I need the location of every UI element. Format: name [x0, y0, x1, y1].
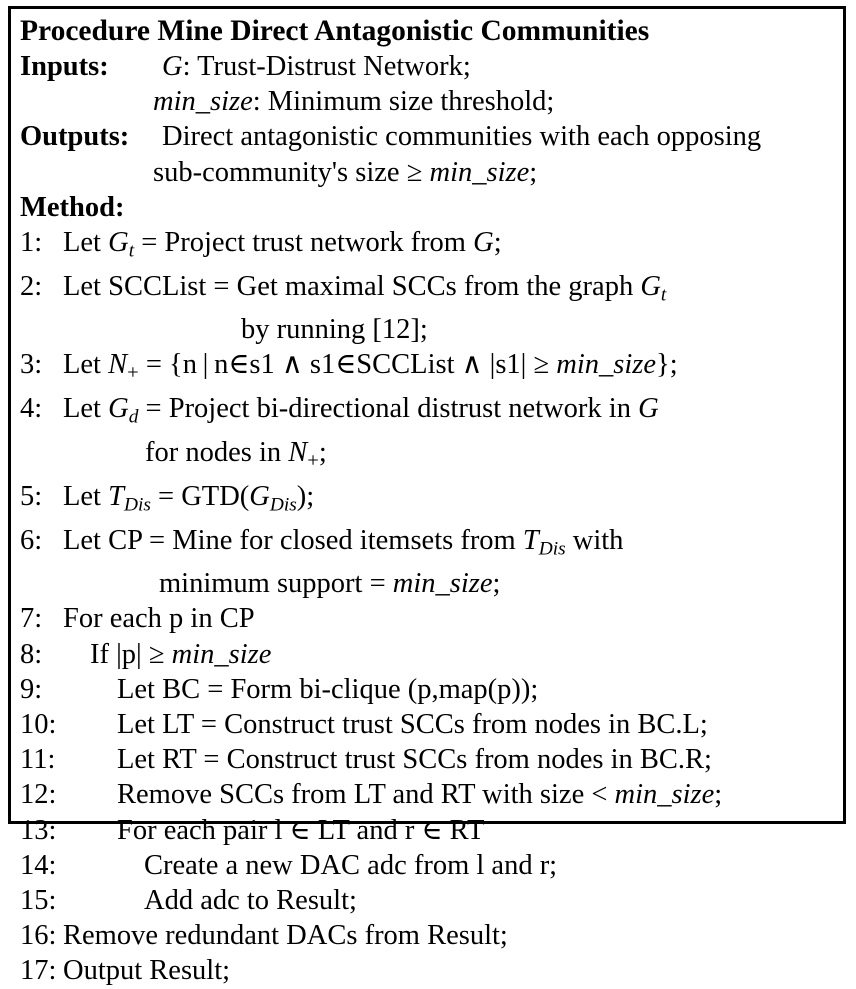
step-row-7: [11, 601, 843, 636]
step-number-15: 15:: [20, 885, 57, 917]
input-text-minsize: : Minimum size threshold;: [252, 86, 555, 118]
step-number-5: 5:: [20, 480, 43, 512]
outputs-var-minsize: min_size: [429, 156, 530, 188]
step-number-4: 4:: [20, 393, 43, 425]
geq-operator-icon: ≥: [406, 156, 423, 188]
step-row-15: [11, 883, 843, 918]
step-number-11: 11:: [20, 744, 56, 776]
step-continuation-text-2: by running [12];: [241, 314, 428, 346]
step-row-13: [11, 813, 843, 848]
step-number-8: 8:: [20, 638, 43, 670]
step-text-4: Let $G_d$ = Project bi-directional distrust network in G: [63, 393, 659, 428]
outputs-text-post: ;: [529, 156, 538, 188]
step-text-17: Output Result;: [63, 955, 231, 987]
step-continuation-6: [11, 566, 843, 601]
step-row-3: [11, 347, 843, 391]
outputs-label: Outputs:: [20, 121, 130, 153]
step-number-9: 9:: [20, 673, 43, 705]
step-continuation-text-6: minimum support = min_size;: [159, 568, 501, 600]
step-text-9: Let BC = Form bi-clique (p,map(p));: [117, 673, 539, 705]
method-label-row: [11, 190, 843, 225]
step-row-17: [11, 953, 843, 988]
outputs-row: [11, 119, 843, 154]
step-row-5: [11, 479, 843, 523]
step-text-12: Remove SCCs from LT and RT with size < min_size;: [117, 779, 723, 811]
outputs-value-line1: Direct antagonistic communities with each opposing: [162, 121, 762, 153]
step-text-6: Let CP = Mine for closed itemsets from $T_{Dis}$ with: [63, 524, 624, 560]
step-number-16: 16:: [20, 920, 57, 952]
step-row-12: [11, 777, 843, 812]
step-number-13: 13:: [20, 814, 57, 846]
step-text-2: Let SCCList = Get maximal SCCs from the graph $G_t$: [63, 270, 667, 306]
inputs-value-2: [153, 84, 554, 119]
step-continuation-text-4: for nodes in $N_+$;: [145, 437, 327, 472]
step-number-6: 6:: [20, 524, 43, 556]
inputs-row-2: [11, 84, 843, 119]
step-continuation-2: [11, 312, 843, 347]
step-number-2: 2:: [20, 270, 43, 302]
input-text-g: : Trust-Distrust Network;: [182, 51, 471, 82]
step-text-7: For each p in CP: [63, 603, 255, 635]
step-number-12: 12:: [20, 779, 57, 811]
step-number-14: 14:: [20, 849, 57, 881]
step-text-13: For each pair l ∈ LT and r ∈ RT: [117, 814, 485, 846]
outputs-value-line2: [153, 155, 537, 190]
step-row-10: [11, 707, 843, 742]
step-text-5: Let $T_{Dis} = GTD(G_{Dis})$;: [63, 480, 315, 516]
step-text-15: Add adc to Result;: [144, 885, 357, 917]
step-text-14: Create a new DAC adc from l and r;: [144, 849, 558, 881]
outputs-row-2: [11, 155, 843, 190]
step-row-2: [11, 269, 843, 313]
step-number-1: 1:: [20, 227, 43, 259]
step-number-10: 10:: [20, 709, 57, 741]
step-row-8: [11, 637, 843, 672]
step-number-7: 7:: [20, 603, 43, 635]
step-text-3: Let $N_+ = \{n$ | n∈s1 ∧ s1∈SCCList ∧ |s1| ≥ min_size};: [63, 349, 678, 385]
algorithm-title: Procedure Mine Direct Antagonistic Communities: [20, 15, 650, 47]
step-text-1: Let $G_t$ = Project trust network from G;: [63, 227, 502, 262]
step-text-16: Remove redundant DACs from Result;: [63, 920, 508, 952]
step-continuation-4: [11, 435, 843, 479]
inputs-value-1: [162, 49, 843, 84]
step-text-8: If |p| ≥ min_size: [90, 638, 272, 670]
outputs-text-pre: sub-community's size: [153, 156, 407, 188]
step-row-4: [11, 391, 843, 435]
input-symbol-g: G: [162, 51, 183, 82]
inputs-label: Inputs:: [20, 51, 109, 82]
step-row-1: [11, 225, 843, 269]
step-number-17: 17:: [20, 955, 57, 987]
step-row-14: [11, 848, 843, 883]
step-row-9: [11, 672, 843, 707]
algorithm-box: [8, 6, 846, 987]
step-row-11: [11, 742, 843, 777]
step-number-3: 3:: [20, 349, 43, 381]
step-row-16: [11, 918, 843, 953]
method-label: Method:: [20, 191, 125, 223]
step-text-10: Let LT = Construct trust SCCs from nodes in BC.L;: [117, 709, 708, 741]
inputs-row: [11, 49, 843, 84]
step-text-11: Let RT = Construct trust SCCs from nodes in BC.R;: [117, 744, 712, 776]
input-symbol-minsize: min_size: [153, 86, 253, 118]
step-row-6: [11, 523, 843, 567]
